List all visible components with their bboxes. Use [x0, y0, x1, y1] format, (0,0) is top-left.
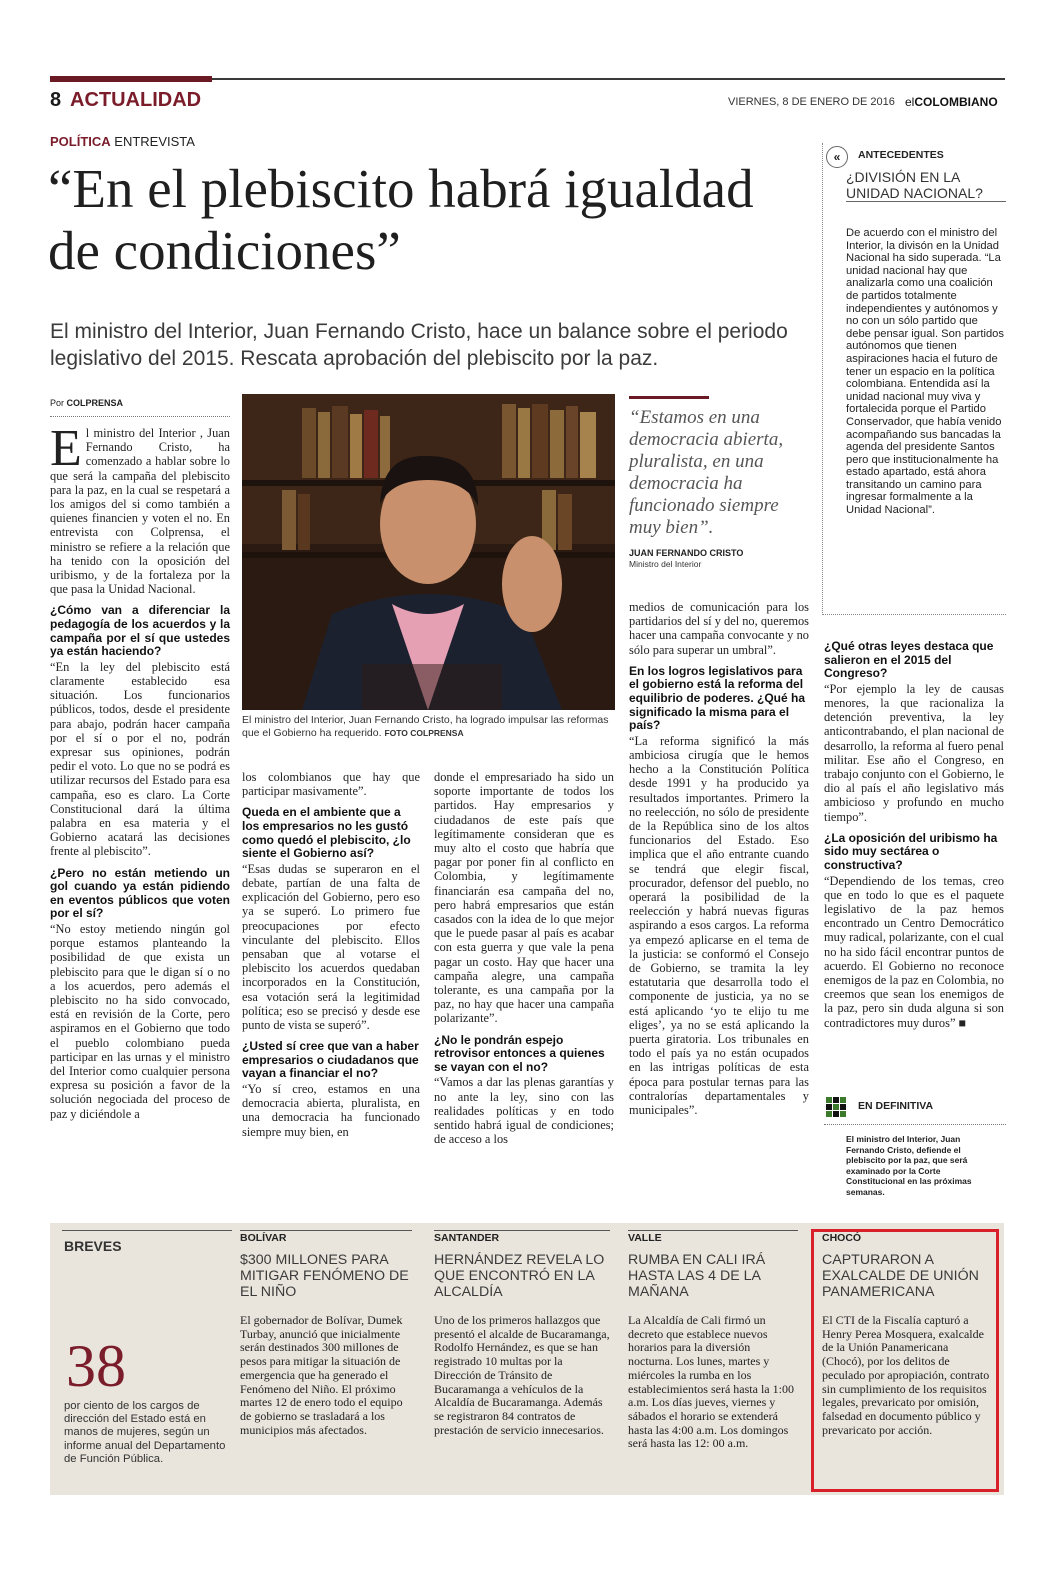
breves-stat-number: 38 [66, 1333, 126, 1399]
end-mark: ■ [958, 1015, 967, 1030]
breves-stat-text: por ciento de los cargos de dirección del Estado está en manos de mujeres, según un informe anual del Departamento de Función Pública. [64, 1400, 226, 1465]
article-column-4 [629, 600, 809, 1117]
question-4: ¿Usted sí cree que van a haber empresarios o ciudadanos que vayan a financiar el no? [242, 1039, 419, 1081]
answer-5-cont: medios de comunicación para los partidarios del sí y del no, queremos hacer una campaña convocante y no sólo para superar un umbral”. [629, 600, 809, 657]
section-title: ACTUALIDAD [70, 89, 202, 111]
answer-4-cont: donde el empresariado ha sido un soporte importante de todos los partidos. Hay empresarios y ciudadanos de este país que legítimamente consideran que es muy alto el costo que habría que pagar por poner fin al conflicto en Colombia, y legítimamente financiarán esa campaña del no, pero habrá empresarios que están casados con la idea de lo que mejor que le puede pasar al país es acabar con esta guerra y que vale la pena pagar un costo. Hay que hacer una campaña alegre, una campaña tolerante, es una campaña por la paz, no hay que hacer una campaña polarizante”. [434, 770, 614, 1026]
photo-caption: El ministro del Interior, Juan Fernando Cristo, ha logrado impulsar las reformas que el Gobierno ha requerido. FOTO COLPRENSA [242, 714, 609, 739]
antecedentes-rule [846, 201, 1006, 202]
pull-quote-role: Ministro del Interior [629, 559, 702, 569]
breve-rule-bolivar [240, 1230, 412, 1231]
double-chevron-left-icon: « [826, 146, 848, 168]
minister-photo [242, 394, 615, 710]
breve-title: RUMBA EN CALI IRÁ HASTA LAS 4 DE LA MAÑANA [628, 1252, 766, 1300]
pull-quote-name: JUAN FERNANDO CRISTO [629, 548, 744, 558]
en-definitiva-label: EN DEFINITIVA [858, 1100, 934, 1112]
antecedentes-title: ¿DIVISIÓN EN LA UNIDAD NACIONAL? [846, 169, 983, 201]
breve-rule-santander [434, 1230, 610, 1231]
byline-rule [50, 416, 230, 417]
highlight-box [811, 1229, 999, 1492]
answer-7: “Por ejemplo la ley de causas menores, la que racionaliza la detención preventiva, la ley anticontrabando, el plan nacional de desarrollo, la reforma al fuero penal militar. Ese año el Congreso, en trabajo conjunto con el Gobierno, le dio al país el año legislativo más ambicioso y profundo en mucho tiempo”. [824, 681, 1004, 824]
breve-rule-valle [628, 1230, 798, 1231]
question-5: ¿No le pondrán espejo retrovisor entonces a quienes se vayan con el no? [434, 1032, 605, 1074]
breve-bolivar [240, 1232, 412, 1437]
issue-date: VIERNES, 8 DE ENERO DE 2016 [728, 96, 895, 108]
puzzle-icon [824, 1095, 848, 1119]
breve-body: La Alcaldía de Cali firmó un decreto que establece nuevos horarios para la diversión nocturna. Los lunes, martes y miércoles la rumba en los establecimientos será hasta la 1:00 a.m. Los días jueves, viernes y sábados el horario se extenderá hasta las 4:00 a.m. Los domingos será hasta las 12: 00 a.m. [628, 1313, 794, 1451]
answer-4: “Yo sí creo, estamos en una democracia abierta, pluralista, en una democracia ha funcionado siempre muy bien, en [242, 1082, 420, 1139]
pull-quote-rule [629, 396, 709, 399]
article-column-1 [50, 420, 230, 1121]
breve-title: CAPTURARON A EXALCALDE DE UNIÓN PANAMERICANA [822, 1252, 979, 1300]
answer-3: “Esas dudas se superaron en el debate, partían de una falta de explicación del Gobierno, pero eso ya se superó. Lo primero fue preocupaciones por efecto vinculante del plebiscito. Ellos pensaban que al votarse el plebiscito los acuerdos quedaban incorporados en la Constitución, esa votación será la legitimidad política; eso se precisó y desde ese punto de vista se superó”. [242, 861, 420, 1033]
kicker-type: ENTREVISTA [114, 134, 195, 149]
breve-title: $300 MILLONES PARA MITIGAR FENÓMENO DE EL NIÑO [240, 1252, 409, 1300]
question-1: ¿Cómo van a diferenciar la pedagogía de los acuerdos y la campaña por el sí que ustedes ya están haciendo? [50, 603, 230, 659]
byline: Por COLPRENSA [50, 398, 124, 408]
en-definitiva-text: El ministro del Interior, Juan Fernando Cristo, defiende el plebiscito por la paz, que será examinado por la Corte Constitucional en las próximas semanas. [846, 1134, 972, 1197]
article-column-2 [242, 770, 420, 1139]
answer-5: “Vamos a dar las plenas garantías y no ante la ley, sino con las realidades políticas y en todo sentido habrá igual de condiciones; de acceso a los [434, 1075, 614, 1147]
minister-photo-illustration [242, 394, 615, 710]
breve-title: HERNÁNDEZ REVELA LO QUE ENCONTRÓ EN LA ALCALDÍA [434, 1252, 605, 1300]
breve-region: BOLÍVAR [240, 1232, 287, 1244]
answer-1: “En la ley del plebiscito está claramente establecido esa situación. Los funcionarios públicos, todos, desde el presidente para abajo, podrán hacer campaña por el sí o por el no, podrán expresar sus opiniones, podrán pedir el voto. Lo que no se podrá es utilizar recursos del Estado para esa campaña, eso es claro. La Corte Constitucional dará la última palabra en esa materia y el Gobierno acatará las decisiones frente al plebiscito”. [50, 659, 230, 859]
antecedentes-label: ANTECEDENTES [858, 149, 944, 161]
breve-body: El gobernador de Bolívar, Dumek Turbay, anunció que inicialmente serán destinados 300 millones de pesos para mitigar la situación de emergencia que ha generado el Fenómeno del Niño. El próximo martes 12 de enero todo el equipo de gobierno se trasladará a los municipios más afectados. [240, 1313, 403, 1437]
answer-2: “No estoy metiendo ningún gol porque estamos planteando la posibilidad de que exista un plebiscito para que le digan sí o no a los acuerdos, pero además el plebiscito no ha sido convocado, está en revisión de la Corte, pero aspiramos en el Gobierno que todo el pueblo colombiano pueda participar en las urnas y el ministro del Interior como cualquier persona expresa su posición a favor de la solución negociada del proceso de paz y diciéndole a [50, 922, 230, 1121]
question-2: ¿Pero no están metiendo un gol cuando ya están pidiendo en eventos públicos que voten por el sí? [50, 865, 230, 921]
article-column-3 [434, 770, 614, 1146]
article-column-5 [824, 640, 1004, 1030]
answer-8: “Dependiendo de los temas, creo que en todo lo que es el paquete legislativo de la paz hemos encontrado un Centro Democrático muy radical, polarizante, con el cual no ha sido fácil encontrar puntos de acuerdo. El Gobierno no reconoce enemigos de la paz en Colombia, no creemos que sean los enemigos de la paz, pero sin duda alguna si son contradictores muy duros” ■ [824, 873, 1004, 1030]
question-8: ¿La oposición del uribismo ha sido muy sectárea o constructiva? [824, 830, 998, 872]
question-7: ¿Qué otras leyes destaca que salieron en el 2015 del Congreso? [824, 639, 994, 681]
breve-body: Uno de los primeros hallazgos que presentó el alcalde de Bucaramanga, Rodolfo Hernández, es que se han registrado 10 multas por la Dirección de Tránsito de Bucaramanga a vehículos de la Alcaldía de Bucaramanga. Además se registraron 84 contratos de prestación de servicio innecesarios. [434, 1313, 610, 1437]
answer-6: “La reforma significó la más ambiciosa cirugía que le hemos hecho a la Constitución Política desde 1991 y ha producido ya resultados importantes. Primero la no reelección, no sólo de presidente de la República sino de los altos funcionarios del Estado. Eso implica que el año entrante cuando se tendrá que elegir fiscal, procurador, defensor del pueblo, no operará la posibilidad de la reelección y habrá nuevas figuras aspirando a esos cargos. La reforma ya empezó aplicarse en el tema de la justicia: se conformó el Consejo de Gobierno, se tramita la ley estatutaria que desarrolla todo el componente de justicia, ya no se está aplicando ‘yo te elijo tu me eliges’, ya no se está aplicando la puerta giratoria. Los tribunales en todo el país ya no están ocupados en las intrigas políticas de esta época para postular ternas para las contralorías departamentales y municipales”. [629, 733, 809, 1118]
article-intro: El ministro del Interior , Juan Fernando Cristo, ha comenzado a hablar sobre lo que será la campaña del plebiscito para la paz, en la cual se respetará a los amigos del si como también a quienes financien y voten el no. En entrevista con Colprensa, el ministro se refiere a la relación que ha tenido con la oposición del uribismo, y de la fortaleza por la que pasa la Unidad Nacional. [50, 420, 230, 597]
kicker [50, 134, 195, 149]
breve-region: VALLE [628, 1232, 662, 1244]
pull-quote: “Estamos en una democracia abierta, pluralista, en una democracia ha funcionado siempre muy bien”. [629, 407, 784, 538]
breve-valle [628, 1232, 798, 1451]
question-3: Queda en el ambiente que a los empresarios no les gustó como quedó el plebiscito, ¿lo siente el Gobierno así? [242, 805, 411, 861]
newspaper-name: elCOLOMBIANO [905, 95, 998, 109]
answer-2-cont: los colombianos que hay que participar masivamente”. [242, 770, 420, 799]
deck: El ministro del Interior, Juan Fernando Cristo, hace un balance sobre el periodo legislativo del 2015. Rescata aprobación del plebiscito por la paz. [50, 320, 788, 370]
page-number: 8 [50, 89, 62, 111]
breves-rule [62, 1230, 232, 1231]
photo-credit: FOTO COLPRENSA [384, 728, 464, 738]
kicker-section: POLÍTICA [50, 134, 111, 149]
breve-region: CHOCÓ [822, 1232, 862, 1244]
breve-body: El CTI de la Fiscalía capturó a Henry Perea Mosquera, exalcalde de la Unión Panamericana (Chocó), por los delitos de peculado por apropiación, contrato sin cumplimiento de los requisitos legales, prevaricato por omisión, falsedad en documento público y prevaricato por acción. [822, 1313, 990, 1437]
breve-region: SANTANDER [434, 1232, 500, 1244]
breves-label: BREVES [64, 1238, 122, 1254]
question-6: En los logros legislativos para el gobierno está la reforma del equilibrio de poderes. ¿Qué ha significado la misma para el país? [629, 663, 806, 733]
antecedentes-body: De acuerdo con el ministro del Interior, la divisón en la Unidad Nacional ha sido superada. “La unidad nacional hay que analizarla como una coalición de partidos totalmente independientes y autónomos y no con un sólo partido que debe pensar igual. Son partidos autónomos que tienen aspiraciones hacia el futuro de tener un espacio en la política colombiana. Entendida así la unidad nacional muy viva y fortalecida porque el Partido Conservador, que había venido acompañando sus bancadas la agenda del presidente Santos pero que institucionalmente ha estado apartado, está ahora transitando un camino para ingresar formalmente a la Unidad Nacional”. [846, 227, 1004, 517]
section-accent-bar [50, 76, 212, 82]
headline: “En el plebiscito habrá igualdad de condiciones” [48, 158, 754, 281]
drop-cap: E [50, 420, 82, 477]
breve-santander [434, 1232, 610, 1437]
